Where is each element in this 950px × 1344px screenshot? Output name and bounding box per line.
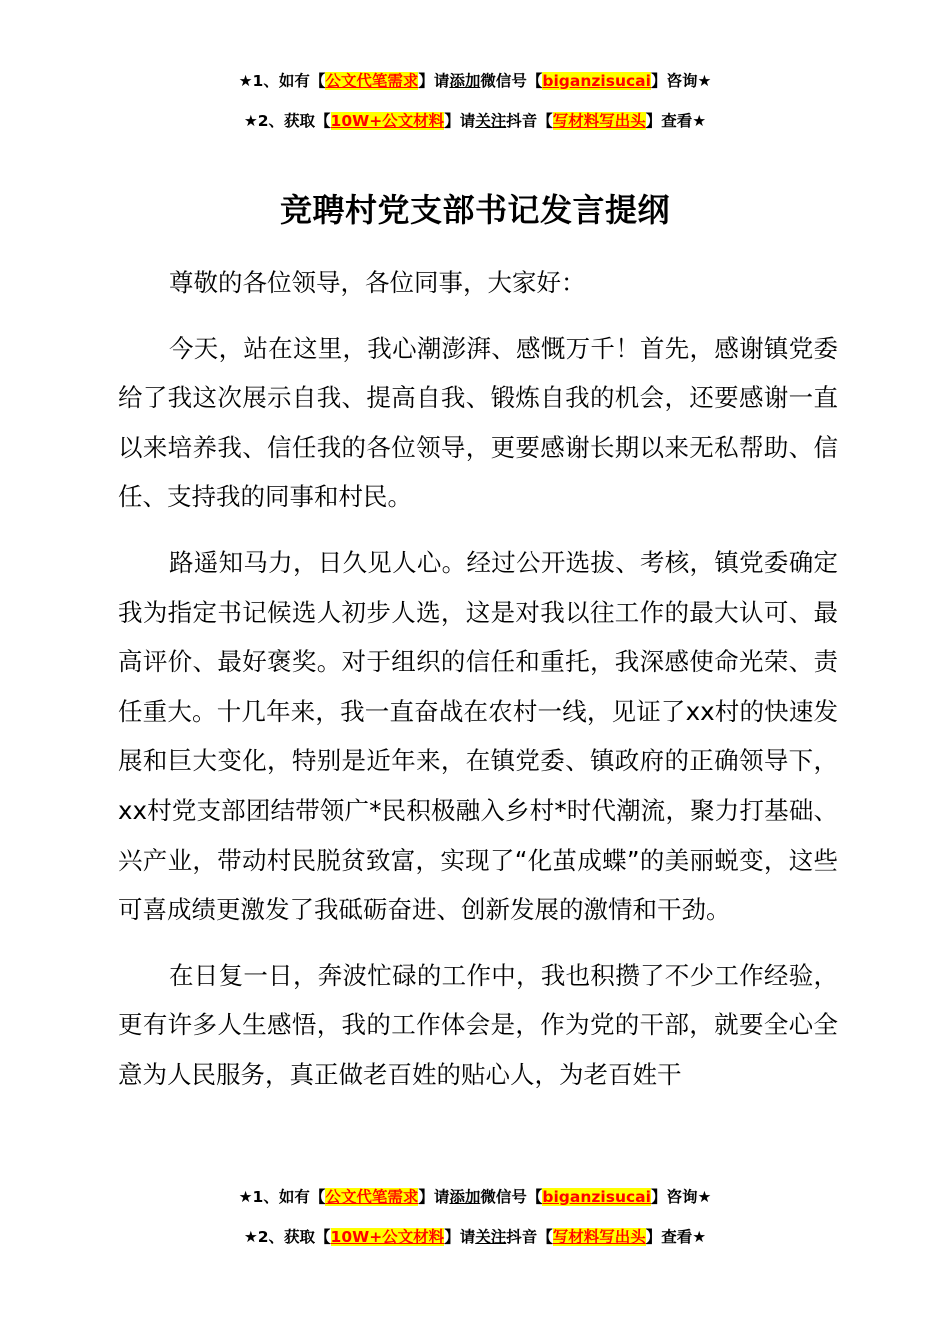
promo-highlight: 10W+公文材料	[330, 112, 445, 130]
promo-text: 】咨询★	[650, 1188, 712, 1206]
promo-text: ★1、如有【	[238, 1188, 326, 1206]
promo-text: 微信号【	[480, 1188, 543, 1206]
promo-underline: 添加	[449, 72, 481, 90]
footer-promo-line-2	[0, 1226, 950, 1248]
promo-highlight: 公文代笔需求	[325, 1188, 419, 1206]
promo-text: 】查看★	[645, 1228, 707, 1246]
promo-highlight-wechat-id: biganzisucai	[542, 1188, 651, 1206]
paragraph-3: 在日复一日，奔波忙碌的工作中，我也积攒了不少工作经验，更有许多人生感悟，我的工作体会是，作为党的干部，就要全心全意为人民服务，真正做老百姓的贴心人，为老百姓干	[118, 960, 838, 1089]
header-promo-line-2	[0, 110, 950, 132]
promo-text: ★2、获取【	[243, 112, 331, 130]
promo-text: 】请	[444, 112, 476, 130]
promo-text: 微信号【	[480, 72, 543, 90]
document-body	[118, 258, 838, 1116]
promo-text: 抖音【	[506, 112, 553, 130]
paragraph-2: 路遥知马力，日久见人心。经过公开选拔、考核，镇党委确定我为指定书记候选人初步人选，这是对我以往工作的最大认可、最高评价、最好褒奖。对于组织的信任和重托，我深感使命光荣、责任重大。十几年来，我一直奋战在农村一线，见证了xx村的快速发展和巨大变化，特别是近年来，在镇党委、镇政府的正确领导下，xx村党支部团结带领广*民积极融入乡村*时代潮流，聚力打基础、兴产业，带动村民脱贫致富，实现了“化茧成蝶”的美丽蜕变，这些可喜成绩更激发了我砥砺奋进、创新发展的激情和干劲。	[118, 547, 838, 925]
promo-text: 】请	[418, 72, 450, 90]
promo-underline: 关注	[475, 112, 507, 130]
promo-text: 】查看★	[645, 112, 707, 130]
promo-text: 】请	[444, 1228, 476, 1246]
promo-highlight: 10W+公文材料	[330, 1228, 445, 1246]
promo-text: ★1、如有【	[238, 72, 326, 90]
promo-underline: 添加	[449, 1188, 481, 1206]
footer-promo-line-1	[0, 1186, 950, 1208]
document-title: 竞聘村党支部书记发言提纲	[279, 191, 670, 229]
promo-text: 】请	[418, 1188, 450, 1206]
promo-text: 】咨询★	[650, 72, 712, 90]
paragraph-1: 今天，站在这里，我心潮澎湃、感慨万千！首先，感谢镇党委给了我这次展示自我、提高自我、锻炼自我的机会，还要感谢一直以来培养我、信任我的各位领导，更要感谢长期以来无私帮助、信任、支持我的同事和村民。	[118, 333, 838, 512]
promo-highlight: 公文代笔需求	[325, 72, 419, 90]
promo-underline: 关注	[475, 1228, 507, 1246]
promo-highlight-douyin-id: 写材料写出头	[552, 1228, 646, 1246]
greeting: 尊敬的各位领导，各位同事，大家好：	[169, 268, 586, 297]
promo-highlight-wechat-id: biganzisucai	[542, 72, 651, 90]
promo-highlight-douyin-id: 写材料写出头	[552, 112, 646, 130]
promo-text: 抖音【	[506, 1228, 553, 1246]
header-promo-line-1	[0, 70, 950, 92]
promo-text: ★2、获取【	[243, 1228, 331, 1246]
